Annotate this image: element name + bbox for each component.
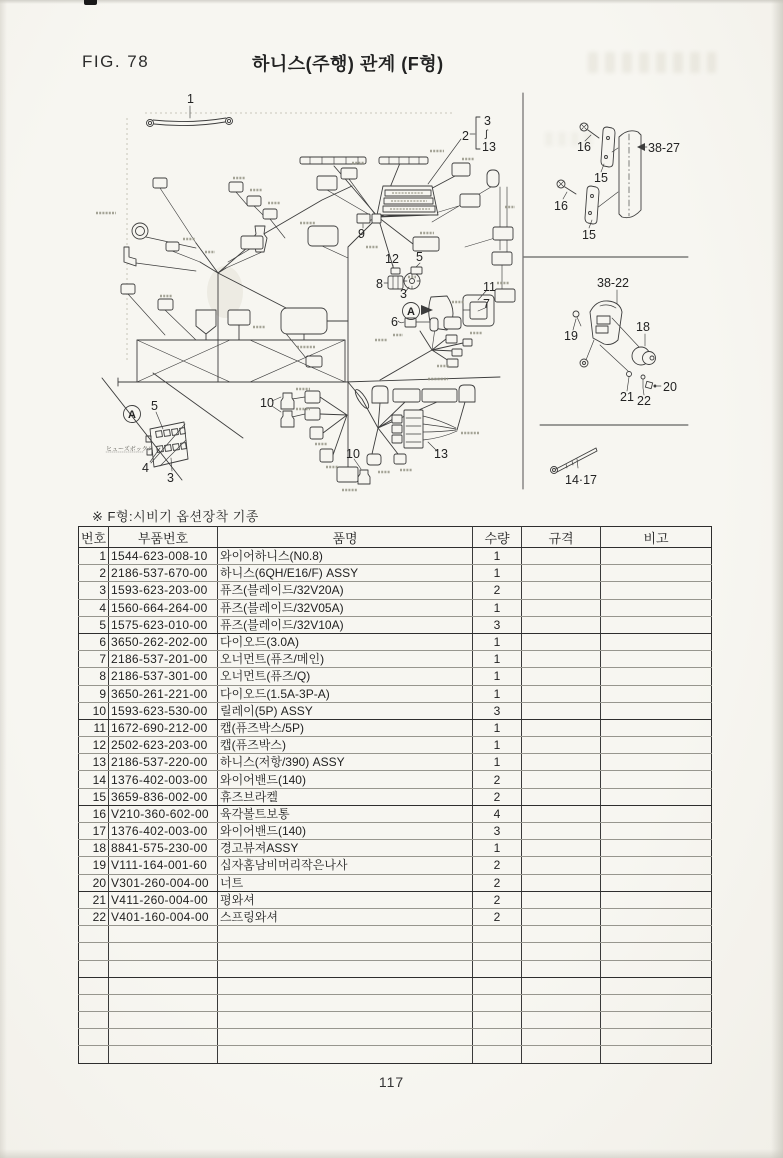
cell-spec [522,685,601,702]
cell-no: 6 [79,633,109,650]
cell-remark [601,857,712,874]
cell-no [79,1029,109,1046]
cell-no: 4 [79,599,109,616]
cell-no: 10 [79,702,109,719]
callout-12: 12 [385,252,399,266]
cell-spec [522,805,601,822]
cell-qty: 2 [473,908,522,925]
cell-part-no: 1593-623-530-00 [109,702,218,719]
cell-spec [522,960,601,977]
callout-16a: 16 [577,140,591,154]
cell-part-no: 3659-836-002-00 [109,788,218,805]
callout-22: 22 [637,394,651,408]
scan-edge-mark [84,0,97,5]
cell-spec [522,891,601,908]
cell-remark [601,685,712,702]
table-row-empty [79,1029,712,1046]
header-qty: 수량 [473,527,522,548]
cell-qty [473,1012,522,1029]
cell-no: 15 [79,788,109,805]
table-row [79,582,712,599]
cell-qty [473,994,522,1011]
cell-remark [601,702,712,719]
cell-part-no [109,1046,218,1063]
table-row [79,685,712,702]
harness-components [121,157,515,484]
cell-remark [601,668,712,685]
cell-spec [522,702,601,719]
cell-no: 7 [79,651,109,668]
inset-bracket-panel [554,123,680,242]
cell-qty: 2 [473,788,522,805]
table-row [79,668,712,685]
table-row-empty [79,926,712,943]
table-row [79,702,712,719]
cell-part-no: 1575-623-010-00 [109,616,218,633]
table-row-empty [79,1046,712,1063]
table-row [79,599,712,616]
cell-no: 20 [79,874,109,891]
cell-part-no [109,994,218,1011]
cell-part-no: 2186-537-301-00 [109,668,218,685]
cell-qty: 1 [473,599,522,616]
table-row-empty [79,960,712,977]
cell-qty [473,943,522,960]
cell-name [218,1046,473,1063]
callout-19: 19 [564,329,578,343]
cell-part-no [109,977,218,994]
cell-no: 19 [79,857,109,874]
cell-qty: 1 [473,754,522,771]
callout-8: 8 [376,277,383,291]
cell-name: 오너먼트(퓨즈/메인) [218,651,473,668]
header-spec: 규격 [522,527,601,548]
header-part-no: 부품번호 [109,527,218,548]
cell-name: 퓨즈(블레이드/32V20A) [218,582,473,599]
callout-10-bottom: 10 [346,447,360,461]
cell-part-no [109,1012,218,1029]
cell-name [218,1012,473,1029]
cell-part-no [109,1029,218,1046]
header-name: 품명 [218,527,473,548]
parts-table-body [79,548,712,1064]
callout-range-bottom: 13 [482,140,496,154]
cell-remark [601,823,712,840]
cell-remark [601,633,712,650]
callout-2: 2 [462,129,469,143]
callout-3-mid: 3 [400,287,407,301]
cell-part-no: V411-260-004-00 [109,891,218,908]
cell-remark [601,719,712,736]
cell-name: 캡(퓨즈박스/5P) [218,719,473,736]
cell-no [79,994,109,1011]
callout-11: 11 [483,280,496,294]
cell-name: 퓨즈(블레이드/32V05A) [218,599,473,616]
view-a-marker: A [407,306,415,318]
cell-qty: 2 [473,891,522,908]
cell-name: 와이어밴드(140) [218,771,473,788]
cell-spec [522,719,601,736]
cell-spec [522,874,601,891]
cell-no: 16 [79,805,109,822]
callout-21: 21 [620,390,634,404]
cell-part-no: 1593-623-203-00 [109,582,218,599]
cell-name: 육각볼트보통 [218,805,473,822]
cell-part-no [109,960,218,977]
scan-edge-bottom [0,1149,783,1158]
cell-qty: 2 [473,874,522,891]
cell-qty: 1 [473,633,522,650]
cell-part-no: 8841-575-230-00 [109,840,218,857]
cell-part-no: 2186-537-201-00 [109,651,218,668]
cell-remark [601,805,712,822]
cell-spec [522,926,601,943]
cell-remark [601,994,712,1011]
cell-no: 9 [79,685,109,702]
cell-spec [522,823,601,840]
cell-remark [601,840,712,857]
cell-qty: 1 [473,840,522,857]
table-row-empty [79,977,712,994]
cell-qty: 2 [473,582,522,599]
cell-qty: 2 [473,857,522,874]
harness-bar-item1 [147,92,233,127]
cell-spec [522,943,601,960]
callout-5: 5 [416,250,423,264]
cell-remark [601,874,712,891]
cell-qty [473,1029,522,1046]
cell-spec [522,994,601,1011]
cell-name: 퓨즈(블레이드/32V10A) [218,616,473,633]
cell-remark [601,908,712,925]
callout-16b: 16 [554,199,568,213]
cell-name [218,994,473,1011]
cell-qty: 3 [473,702,522,719]
cell-spec [522,599,601,616]
callout-1: 1 [187,92,194,106]
cell-name: 오너먼트(퓨즈/Q) [218,668,473,685]
table-row [79,651,712,668]
main-callouts [260,224,496,469]
cell-no: 5 [79,616,109,633]
cell-name: 와이어하니스(N0.8) [218,548,473,565]
cell-remark [601,977,712,994]
cell-no: 22 [79,908,109,925]
cell-name: 다이오드(1.5A-3P-A) [218,685,473,702]
cell-qty: 3 [473,616,522,633]
callout-7: 7 [483,297,490,311]
cell-qty: 1 [473,565,522,582]
cell-name [218,1029,473,1046]
table-row-empty [79,943,712,960]
table-row [79,754,712,771]
cell-no [79,960,109,977]
table-row [79,823,712,840]
cell-remark [601,565,712,582]
cell-remark [601,1029,712,1046]
detail-callout-3: 3 [167,471,174,485]
cell-qty: 1 [473,719,522,736]
cell-part-no: 1376-402-003-00 [109,823,218,840]
cell-part-no: 1672-690-212-00 [109,719,218,736]
table-row [79,548,712,565]
callout-9: 9 [358,227,365,241]
cell-qty: 1 [473,668,522,685]
cell-remark [601,891,712,908]
cell-remark [601,926,712,943]
cell-part-no: 3650-261-221-00 [109,685,218,702]
cell-spec [522,582,601,599]
cell-spec [522,857,601,874]
cell-no [79,943,109,960]
cell-name: 너트 [218,874,473,891]
table-row [79,840,712,857]
callout-10-left: 10 [260,396,274,410]
page-number: 117 [378,1074,405,1090]
callout-20: 20 [663,380,677,394]
cell-no: 11 [79,719,109,736]
cell-spec [522,977,601,994]
cell-qty: 1 [473,737,522,754]
cell-no: 14 [79,771,109,788]
cell-qty: 1 [473,685,522,702]
cell-qty [473,960,522,977]
callout-6: 6 [391,315,398,329]
cell-spec [522,840,601,857]
cell-part-no: 3650-262-202-00 [109,633,218,650]
cell-remark [601,582,712,599]
cell-qty [473,977,522,994]
inset-buzzer-assy [564,276,677,408]
cell-qty: 3 [473,823,522,840]
table-row [79,788,712,805]
cell-name: 휴즈브라켈 [218,788,473,805]
cell-no [79,1046,109,1063]
cell-qty [473,926,522,943]
callout-13: 13 [434,447,448,461]
cell-remark [601,548,712,565]
table-row [79,874,712,891]
cell-part-no: 1376-402-003-00 [109,771,218,788]
cell-spec [522,1012,601,1029]
header-remark: 비고 [601,527,712,548]
table-note: ※ F형:시비기 옵션장착 기종 [92,509,259,524]
cell-remark [601,651,712,668]
callout-15b: 15 [582,228,596,242]
cell-name: 와이어밴드(140) [218,823,473,840]
cell-qty: 2 [473,771,522,788]
header-no: 번호 [79,527,109,548]
callout-range-top: 3 [484,114,491,128]
cell-part-no: V401-160-004-00 [109,908,218,925]
cell-part-no: V111-164-001-60 [109,857,218,874]
scan-edge-left [0,0,7,1158]
cell-qty: 4 [473,805,522,822]
cell-spec [522,788,601,805]
table-row-empty [79,994,712,1011]
callout-38-27: 38-27 [648,141,680,155]
cell-name [218,960,473,977]
cell-spec [522,1046,601,1063]
cell-part-no: 2186-537-220-00 [109,754,218,771]
cell-no: 21 [79,891,109,908]
cell-name: 하니스(6QH/E16/F) ASSY [218,565,473,582]
cell-remark [601,788,712,805]
cell-name [218,977,473,994]
figure-title: 하니스(주행) 관계 (F형) [252,54,444,74]
cell-spec [522,616,601,633]
bleed-through-smudge [588,52,716,73]
cell-no: 3 [79,582,109,599]
callout-15a: 15 [594,171,608,185]
table-row [79,805,712,822]
cell-remark [601,943,712,960]
cell-no: 17 [79,823,109,840]
table-row [79,633,712,650]
cell-name: 릴레이(5P) ASSY [218,702,473,719]
cell-no: 18 [79,840,109,857]
cell-part-no: 2186-537-670-00 [109,565,218,582]
cell-spec [522,771,601,788]
cell-qty [473,1046,522,1063]
cell-part-no: 2502-623-203-00 [109,737,218,754]
cell-remark [601,771,712,788]
cell-no: 8 [79,668,109,685]
table-row [79,616,712,633]
callout-14-17: 14·17 [565,473,597,487]
cell-part-no: 1544-623-008-10 [109,548,218,565]
cell-no [79,926,109,943]
cell-part-no: 1560-664-264-00 [109,599,218,616]
cell-name: 십자홈남비머리작은나사 [218,857,473,874]
cell-remark [601,599,712,616]
table-row [79,891,712,908]
view-a-detail-marker: A [128,409,136,421]
cell-name: 하니스(저항/390) ASSY [218,754,473,771]
callout-38-22: 38-22 [597,276,629,290]
cell-name: 평와셔 [218,891,473,908]
table-header-row [79,527,712,548]
cell-qty: 1 [473,651,522,668]
cell-no: 1 [79,548,109,565]
cell-name: 스프링와셔 [218,908,473,925]
cell-no: 12 [79,737,109,754]
table-row [79,771,712,788]
cell-remark [601,737,712,754]
parts-table [78,526,712,1064]
cell-spec [522,908,601,925]
cell-spec [522,1029,601,1046]
cell-name: 다이오드(3.0A) [218,633,473,650]
cell-spec [522,565,601,582]
detail-callout-4: 4 [142,461,149,475]
callout-range-mark: ∫ [485,129,488,140]
fusebox-label: ヒューズボックス [106,447,154,453]
cell-part-no: V301-260-004-00 [109,874,218,891]
figure-label: FIG. 78 [82,52,150,71]
scan-edge-right [771,0,783,1158]
cell-spec [522,633,601,650]
cell-name: 캡(퓨즈박스) [218,737,473,754]
cell-remark [601,1012,712,1029]
wiring-diagram [85,85,717,497]
detail-callout-5: 5 [151,399,158,413]
cell-no: 13 [79,754,109,771]
cell-spec [522,548,601,565]
cell-remark [601,616,712,633]
cell-remark [601,1046,712,1063]
cell-name [218,943,473,960]
table-row [79,565,712,582]
cell-part-no [109,943,218,960]
cell-spec [522,737,601,754]
table-row [79,719,712,736]
cell-spec [522,651,601,668]
cell-part-no: V210-360-602-00 [109,805,218,822]
cell-remark [601,754,712,771]
callout-18: 18 [636,320,650,334]
table-row [79,908,712,925]
cell-spec [522,754,601,771]
inset-wire-band [551,448,598,487]
cell-no [79,1012,109,1029]
table-row [79,737,712,754]
table-row-empty [79,1012,712,1029]
cell-qty: 1 [473,548,522,565]
cell-name [218,926,473,943]
scan-edge-top [0,0,783,4]
table-row [79,857,712,874]
cell-part-no [109,926,218,943]
cell-no [79,977,109,994]
cell-spec [522,668,601,685]
cell-no: 2 [79,565,109,582]
cell-remark [601,960,712,977]
cell-name: 경고뷰져ASSY [218,840,473,857]
